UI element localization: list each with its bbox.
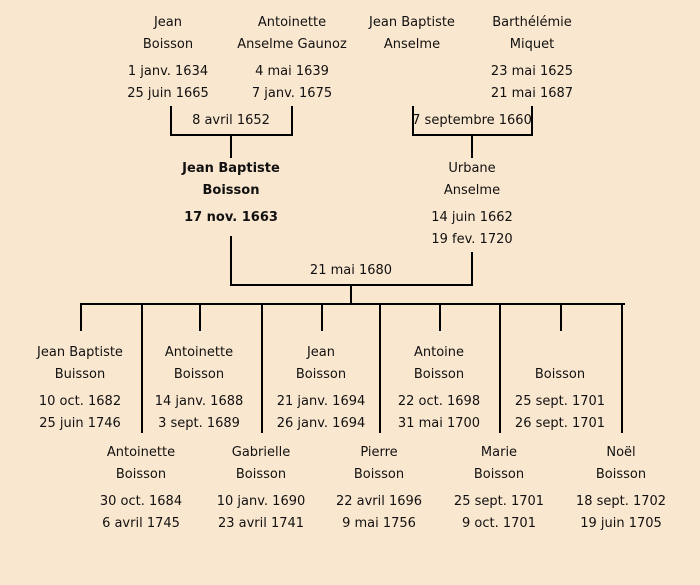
person-name-line2: Buisson	[54, 367, 106, 382]
person-name-line1: Jean Baptiste	[37, 345, 123, 360]
person-death-date: 9 oct. 1701	[462, 516, 536, 531]
person-birth-date: 22 oct. 1698	[397, 394, 481, 409]
person-jean-baptiste-buisson	[15, 342, 145, 435]
person-noel-boisson	[556, 442, 686, 535]
connector-marriage3-drop	[350, 286, 352, 304]
person-name-line1: Jean Baptiste	[369, 15, 455, 30]
person-death-date: 19 juin 1705	[580, 516, 662, 531]
person-birth-date: 14 juin 1662	[431, 210, 513, 225]
connector-marriage3-right	[471, 252, 473, 286]
person-marie-boisson	[434, 442, 564, 535]
person-death-date: 21 mai 1687	[490, 86, 574, 101]
person-name-line2: Boisson	[595, 467, 647, 482]
person-antoinette-boisson-1684	[76, 442, 206, 535]
connector-child-drop-short	[439, 303, 441, 331]
person-name-line1: Jean Baptiste	[182, 161, 280, 176]
person-name-line1: Antoinette	[257, 15, 327, 30]
person-birth-date: 14 janv. 1688	[154, 394, 244, 409]
connector-child-drop-short	[199, 303, 201, 331]
person-birth-date: 25 sept. 1701	[453, 494, 545, 509]
person-name-line1: Antoine	[413, 345, 465, 360]
person-name-line1: Urbane	[448, 161, 496, 176]
person-name-line2: Boisson	[295, 367, 347, 382]
person-name-line1: Barthélémie	[492, 15, 572, 30]
person-urbane-anselme	[397, 158, 547, 251]
connector-child-drop-short	[80, 303, 82, 331]
person-birth-date: 17 nov. 1663	[184, 210, 278, 225]
person-birth-date: 30 oct. 1684	[99, 494, 183, 509]
connector-marriage3-left	[230, 236, 232, 286]
person-name-line2: Boisson	[353, 467, 405, 482]
person-name-line1: Gabrielle	[231, 445, 291, 460]
person-name-line2: Anselme	[383, 37, 441, 52]
person-boisson-1701	[495, 342, 625, 435]
person-name-line1: Pierre	[360, 445, 398, 460]
person-name-line2: Boisson	[413, 367, 465, 382]
person-name-line2: Boisson	[202, 183, 260, 198]
person-name-line1: Jean	[306, 345, 336, 360]
person-antoinette-boisson-1688	[134, 342, 264, 435]
person-death-date: 9 mai 1756	[342, 516, 416, 531]
person-name-line1: Jean	[153, 15, 183, 30]
person-name-line2: Anselme Gaunoz	[237, 37, 347, 52]
person-birth-date: 4 mai 1639	[255, 64, 329, 79]
person-name-line1: Antoinette	[106, 445, 176, 460]
person-name-line2: Anselme	[443, 183, 501, 198]
person-birth-date: 18 sept. 1702	[575, 494, 667, 509]
marriage-date-label: 8 avril 1652	[192, 113, 270, 128]
person-name-line2: Miquet	[509, 37, 555, 52]
person-birth-date: 23 mai 1625	[490, 64, 574, 79]
person-birth-date: 10 janv. 1690	[216, 494, 306, 509]
person-birth-date: 22 avril 1696	[335, 494, 423, 509]
person-name-line2: Boisson	[173, 367, 225, 382]
person-name-line1	[495, 342, 625, 364]
person-death-date: 19 fev. 1720	[431, 232, 513, 247]
person-death-date: 7 janv. 1675	[251, 86, 333, 101]
person-birth-date: 1 janv. 1634	[127, 64, 209, 79]
person-name-line1: Antoinette	[164, 345, 234, 360]
person-death-date: 25 juin 1746	[39, 416, 121, 431]
person-antoine-boisson	[374, 342, 504, 435]
person-birth-date: 25 sept. 1701	[514, 394, 606, 409]
person-name-line2: Boisson	[235, 467, 287, 482]
connector-marriage1-drop	[230, 136, 232, 158]
person-jean-boisson-1694	[256, 342, 386, 435]
person-death-date: 26 janv. 1694	[276, 416, 366, 431]
person-death-date: 26 sept. 1701	[514, 416, 606, 431]
person-pierre-boisson	[314, 442, 444, 535]
person-death-date: 31 mai 1700	[397, 416, 481, 431]
person-name-line1: Noël	[606, 445, 636, 460]
connector-sibling-line	[80, 303, 625, 305]
person-name-line2: Boisson	[534, 367, 586, 382]
person-name-line2: Boisson	[473, 467, 525, 482]
connector-child-drop-short	[560, 303, 562, 331]
person-name-line1: Marie	[480, 445, 518, 460]
connector-child-drop-short	[321, 303, 323, 331]
person-birth-date: 21 janv. 1694	[276, 394, 366, 409]
person-gabrielle-boisson	[196, 442, 326, 535]
person-barthelemie-miquet	[457, 12, 607, 105]
person-name-line2: Boisson	[115, 467, 167, 482]
person-death-date: 23 avril 1741	[217, 516, 305, 531]
marriage-date-label: 21 mai 1680	[309, 263, 393, 278]
connector-marriage2-drop	[471, 136, 473, 158]
marriage-date-label: 7 septembre 1660	[412, 113, 532, 128]
person-death-date: 3 sept. 1689	[158, 416, 240, 431]
person-name-line2: Boisson	[142, 37, 194, 52]
person-death-date: 6 avril 1745	[102, 516, 180, 531]
person-birth-date: 10 oct. 1682	[38, 394, 122, 409]
person-death-date: 25 juin 1665	[127, 86, 209, 101]
